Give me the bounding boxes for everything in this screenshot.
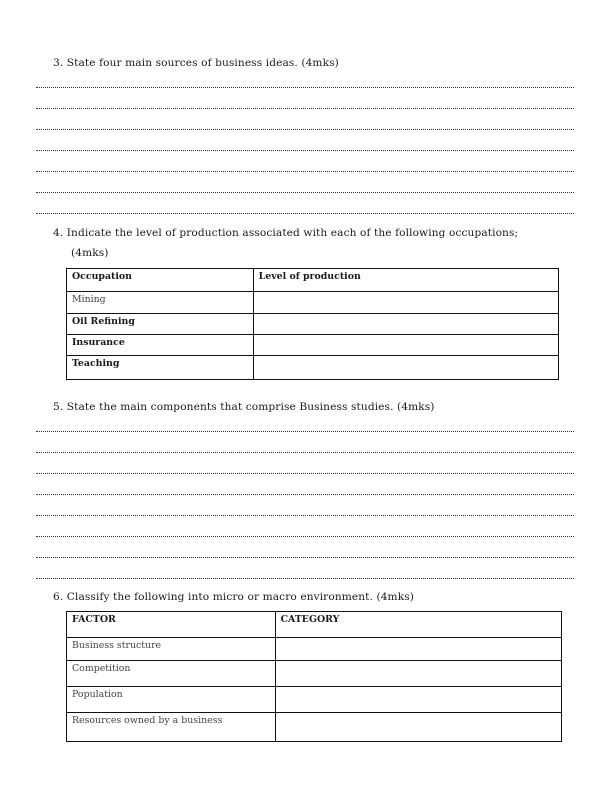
answer-line[interactable]	[36, 108, 574, 109]
factor-cell: Competition	[67, 661, 276, 687]
occupation-cell: Insurance	[67, 335, 254, 356]
factor-cell: Population	[67, 687, 276, 713]
answer-line[interactable]	[36, 452, 574, 453]
question-5-text: 5. State the main components that comprise Business studies. (4mks)	[53, 401, 435, 413]
answer-line[interactable]	[36, 494, 574, 495]
table-row	[67, 661, 562, 687]
table-row	[67, 713, 562, 742]
category-answer-cell[interactable]	[275, 661, 561, 687]
table-row	[67, 335, 559, 356]
table-row	[67, 314, 559, 335]
environment-classification-table	[66, 611, 562, 742]
occupation-cell: Teaching	[67, 356, 254, 380]
category-answer-cell[interactable]	[275, 638, 561, 661]
level-answer-cell[interactable]	[253, 335, 558, 356]
answer-line[interactable]	[36, 171, 574, 172]
header-category: CATEGORY	[275, 612, 561, 638]
level-answer-cell[interactable]	[253, 292, 558, 314]
table-row	[67, 356, 559, 380]
table-row	[67, 638, 562, 661]
factor-cell: Business structure	[67, 638, 276, 661]
category-answer-cell[interactable]	[275, 687, 561, 713]
answer-line[interactable]	[36, 192, 574, 193]
answer-line[interactable]	[36, 213, 574, 214]
header-occupation: Occupation	[67, 269, 254, 292]
factor-cell: Resources owned by a business	[67, 713, 276, 742]
occupation-cell: Oil Refining	[67, 314, 254, 335]
answer-line[interactable]	[36, 150, 574, 151]
question-6-text: 6. Classify the following into micro or macro environment. (4mks)	[53, 591, 414, 603]
header-level-of-production: Level of production	[253, 269, 558, 292]
answer-line[interactable]	[36, 431, 574, 432]
category-answer-cell[interactable]	[275, 713, 561, 742]
question-4-marks: (4mks)	[71, 247, 109, 259]
answer-line[interactable]	[36, 87, 574, 88]
level-answer-cell[interactable]	[253, 356, 558, 380]
level-answer-cell[interactable]	[253, 314, 558, 335]
header-factor: FACTOR	[67, 612, 276, 638]
answer-line[interactable]	[36, 473, 574, 474]
occupation-cell: Mining	[67, 292, 254, 314]
answer-line[interactable]	[36, 129, 574, 130]
table-row	[67, 687, 562, 713]
question-4-text: 4. Indicate the level of production associated with each of the following occupations;	[53, 227, 519, 239]
table-header-row	[67, 269, 559, 292]
question-3-text: 3. State four main sources of business ideas. (4mks)	[53, 57, 339, 69]
answer-line[interactable]	[36, 515, 574, 516]
answer-line[interactable]	[36, 557, 574, 558]
production-level-table	[66, 268, 559, 380]
answer-line[interactable]	[36, 578, 574, 579]
table-header-row	[67, 612, 562, 638]
answer-line[interactable]	[36, 536, 574, 537]
table-row	[67, 292, 559, 314]
